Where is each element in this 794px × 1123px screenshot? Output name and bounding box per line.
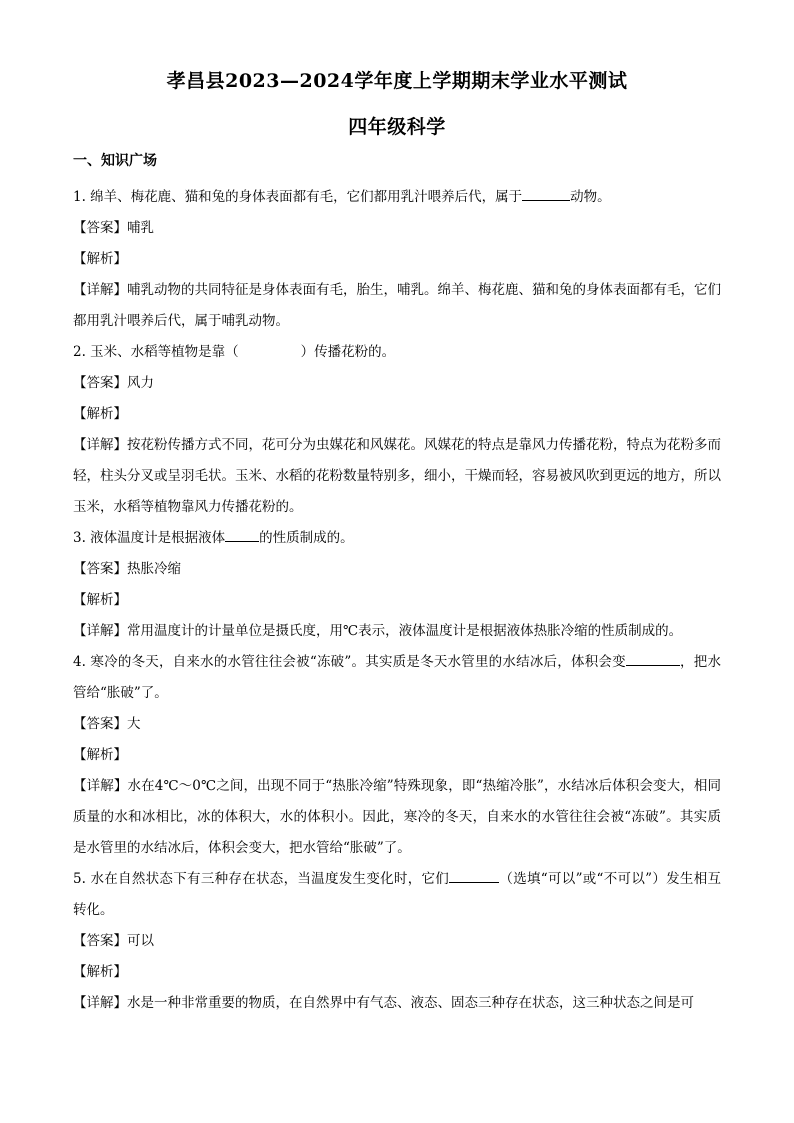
answer-value: 哺乳 <box>127 220 154 236</box>
detail-label: 【详解】 <box>73 995 127 1011</box>
detail-paragraph <box>73 275 721 337</box>
detail-label: 【详解】 <box>73 623 127 639</box>
answer-line <box>73 368 721 399</box>
question-text-part: ，把水管给“胀破”了。 <box>73 654 721 701</box>
question-text-part: ）传播花粉的。 <box>300 344 396 360</box>
question-text-part: 2. 玉米、水稻等植物是靠（ <box>73 344 239 360</box>
answer-blank <box>626 651 680 666</box>
analysis-label: 【解析】 <box>73 251 127 267</box>
answer-line <box>73 926 721 957</box>
answer-line <box>73 554 721 585</box>
detail-label: 【详解】 <box>73 282 127 298</box>
question-item <box>73 647 721 864</box>
question-text-part: 3. 液体温度计是根据液体 <box>73 530 226 546</box>
detail-text: 按花粉传播方式不同，花可分为虫媒花和风媒花。风媒花的特点是靠风力传播花粉，特点为花粉多而轻，柱头分叉或呈羽毛状。玉米、水稻的花粉数量特别多，细小，干燥而轻，容易被风吹到更远的地方，所以玉米，水稻等植物靠风力传播花粉的。 <box>73 437 721 515</box>
page-subtitle: 四年级科学 <box>348 116 446 138</box>
analysis-label: 【解析】 <box>73 592 127 608</box>
answer-blank <box>449 868 499 883</box>
detail-text: 水是一种非常重要的物质，在自然界中有气态、液态、固态三种存在状态，这三种状态之间是可 <box>127 995 694 1011</box>
answer-value: 热胀冷缩 <box>127 561 181 577</box>
question-text-part: 1. 绵羊、梅花鹿、猫和兔的身体表面都有毛，它们都用乳汁喂养后代，属于 <box>73 189 523 205</box>
answer-label: 【答案】 <box>73 933 127 949</box>
answer-blank <box>225 527 259 542</box>
analysis-label: 【解析】 <box>73 406 127 422</box>
question-item <box>73 337 721 523</box>
question-text <box>73 337 721 368</box>
answer-label: 【答案】 <box>73 375 127 391</box>
question-item <box>73 182 721 337</box>
question-text-part: （选填“可以”或“不可以”）发生相互转化。 <box>73 871 722 918</box>
question-item <box>73 864 721 1019</box>
question-text-part: 动物。 <box>570 189 611 205</box>
question-text <box>73 182 721 213</box>
answer-label: 【答案】 <box>73 220 127 236</box>
question-text <box>73 864 721 926</box>
answer-line <box>73 213 721 244</box>
analysis-label: 【解析】 <box>73 747 127 763</box>
detail-paragraph <box>73 430 721 523</box>
answer-value: 大 <box>127 716 141 732</box>
question-text <box>73 523 721 554</box>
detail-paragraph <box>73 616 721 647</box>
detail-text: 水在4℃～0℃之间，出现不同于“热胀冷缩”特殊现象，即“热缩冷胀”，水结冰后体积会变大，相同质量的水和冰相比，冰的体积大，水的体积小。因此，寒冷的冬天，自来水的水管往往会被“冻破”。其实质是水管里的水结冰后，体积会变大，把水管给“胀破”了。 <box>73 778 721 856</box>
detail-label: 【详解】 <box>73 437 127 453</box>
detail-text: 常用温度计的计量单位是摄氏度，用℃表示，液体温度计是根据液体热胀冷缩的性质制成的。 <box>127 623 683 639</box>
answer-blank <box>522 186 570 201</box>
question-item <box>73 523 721 647</box>
question-list <box>73 182 721 1019</box>
answer-label: 【答案】 <box>73 716 127 732</box>
section-heading: 一、知识广场 <box>73 153 157 169</box>
answer-value: 可以 <box>127 933 154 949</box>
question-text-part: 的性质制成的。 <box>259 530 354 546</box>
question-text <box>73 647 721 709</box>
detail-text: 哺乳动物的共同特征是身体表面有毛，胎生，哺乳。绵羊、梅花鹿、猫和兔的身体表面都有毛，它们都用乳汁喂养后代，属于哺乳动物。 <box>73 282 721 329</box>
detail-label: 【详解】 <box>73 778 128 794</box>
question-text-part: 5. 水在自然状态下有三种存在状态，当温度发生变化时，它们 <box>73 871 450 887</box>
detail-paragraph <box>73 988 721 1019</box>
page-title: 孝昌县2023—2024学年度上学期期末学业水平测试 <box>166 70 628 92</box>
answer-label: 【答案】 <box>73 561 127 577</box>
question-text-part: 4. 寒冷的冬天，自来水的水管往往会被“冻破”。其实质是冬天水管里的水结冰后，体积会变 <box>73 654 626 670</box>
answer-line <box>73 709 721 740</box>
detail-paragraph <box>73 771 721 864</box>
answer-value: 风力 <box>127 375 154 391</box>
analysis-label: 【解析】 <box>73 964 127 980</box>
